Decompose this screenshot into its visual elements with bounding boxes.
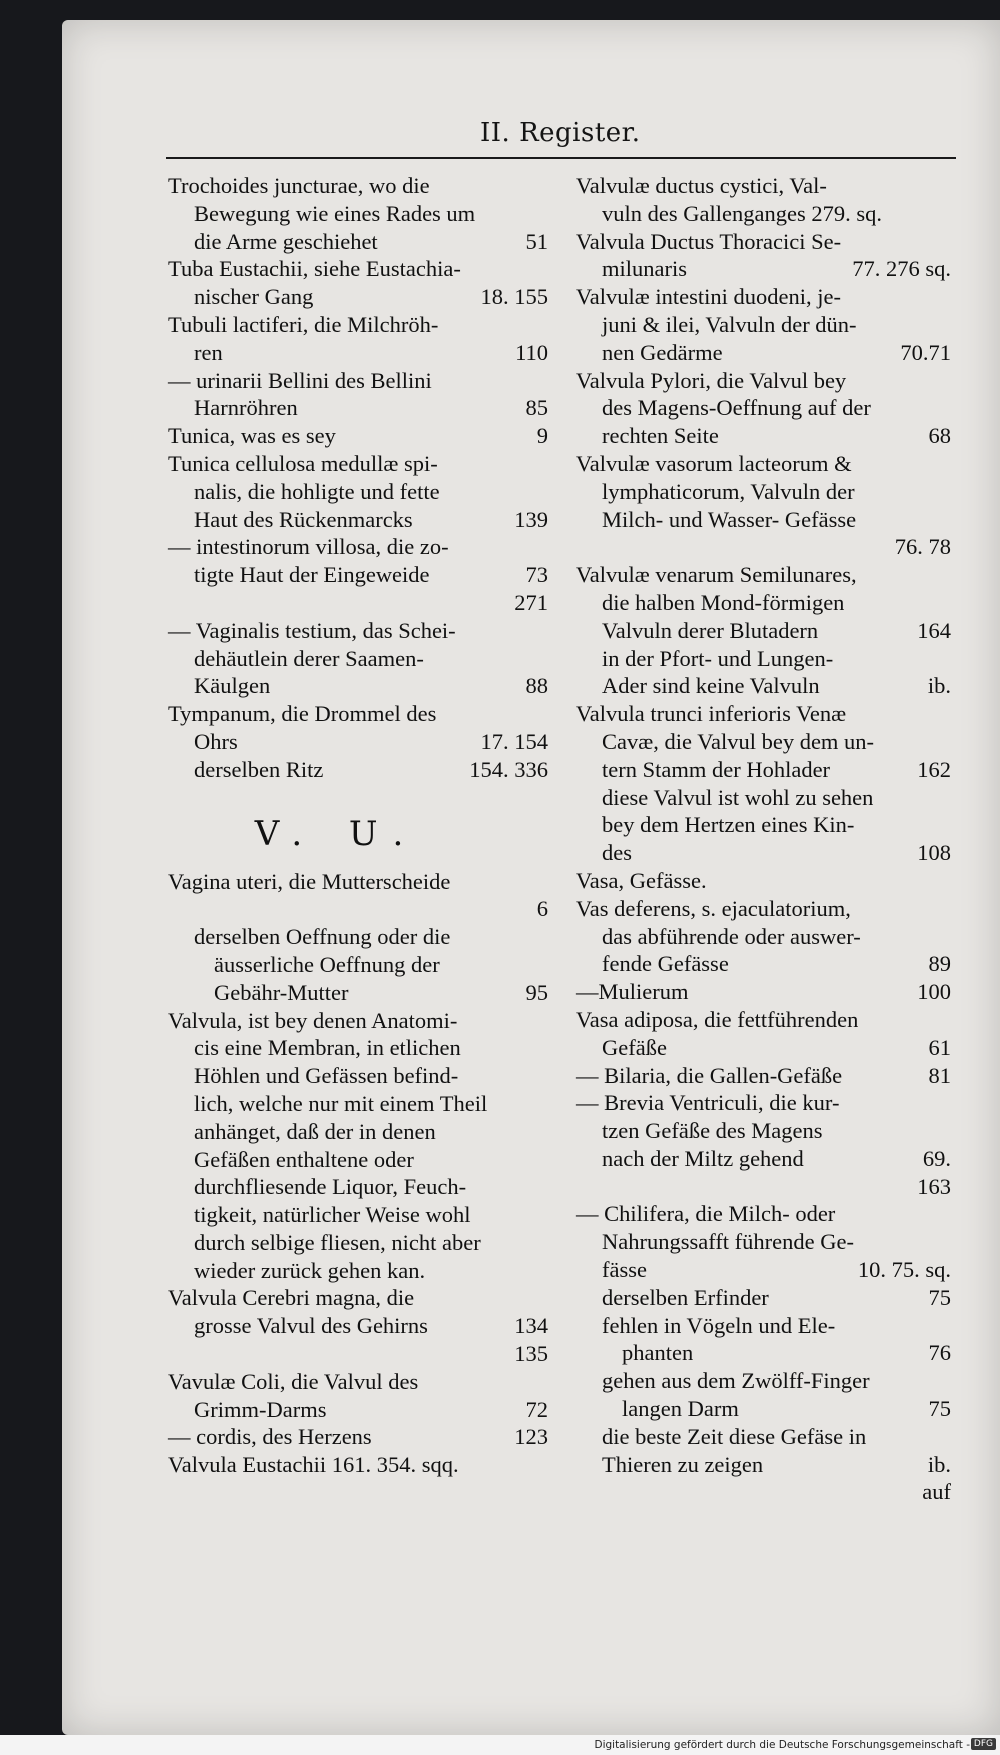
entry-line bbox=[576, 1312, 951, 1340]
entry-text: des bbox=[602, 840, 632, 866]
entry-line bbox=[576, 645, 951, 673]
index-entry bbox=[168, 1368, 548, 1424]
entry-text: nischer Gang bbox=[194, 284, 314, 310]
index-entry bbox=[168, 1007, 548, 1285]
page-reference: 9 bbox=[536, 423, 548, 449]
page-reference: 68 bbox=[928, 423, 951, 449]
index-entry bbox=[168, 923, 548, 1006]
page-reference: 73 bbox=[525, 562, 548, 588]
entry-text: Ohrs bbox=[194, 728, 238, 754]
index-entry bbox=[168, 311, 548, 367]
entry-text: wieder zurück gehen kan. bbox=[194, 1257, 426, 1283]
dfg-logo: DFG bbox=[971, 1738, 996, 1750]
entry-line bbox=[168, 1451, 548, 1479]
index-entry bbox=[168, 422, 548, 450]
entry-line bbox=[576, 311, 951, 339]
entry-text: — Brevia Ventriculi, die kur- bbox=[576, 1090, 840, 1116]
entry-text: Nahrungssafft führende Ge- bbox=[602, 1229, 854, 1255]
entry-text: lymphaticorum, Valvuln der bbox=[602, 478, 855, 504]
entry-text: Vavulæ Coli, die Valvul des bbox=[168, 1368, 419, 1394]
index-entry bbox=[576, 978, 951, 1006]
page-reference: 76 bbox=[928, 1340, 951, 1366]
page-reference: 75 bbox=[928, 1284, 951, 1310]
entry-text: rechten Seite bbox=[602, 423, 719, 449]
entry-line bbox=[168, 1062, 548, 1090]
entry-text: äusserliche Oeffnung der bbox=[214, 951, 440, 977]
entry-text: grosse Valvul des Gehirns bbox=[194, 1313, 428, 1339]
page-reference: 85 bbox=[525, 395, 548, 421]
entry-line bbox=[576, 728, 951, 756]
entry-line bbox=[168, 283, 548, 311]
entry-line bbox=[576, 950, 951, 978]
entry-text: derselben Ritz bbox=[194, 756, 324, 782]
entry-text: anhänget, daß der in denen bbox=[194, 1118, 436, 1144]
entry-line bbox=[576, 1423, 951, 1451]
page-reference: 89 bbox=[928, 951, 951, 977]
footer-text: Digitalisierung gefördert durch die Deutsche Forschungsgemeinschaft - bbox=[594, 1739, 970, 1751]
entry-line bbox=[576, 1367, 951, 1395]
index-entry bbox=[576, 1006, 951, 1062]
entry-line bbox=[168, 1173, 548, 1201]
entry-text: juni & ilei, Valvuln der dün- bbox=[602, 311, 857, 337]
entry-text: fehlen in Vögeln und Ele- bbox=[602, 1312, 836, 1338]
entry-line bbox=[168, 728, 548, 756]
page-reference: 18. 155 bbox=[480, 284, 548, 310]
entry-text: — cordis, des Herzens bbox=[168, 1424, 372, 1450]
entry-text: Vagina uteri, die Mutterscheide bbox=[168, 868, 451, 894]
index-entry bbox=[576, 1062, 951, 1090]
right-column bbox=[576, 172, 951, 1506]
entry-line bbox=[576, 283, 951, 311]
index-entry bbox=[576, 700, 951, 867]
entry-text: Tunica cellulosa medullæ spi- bbox=[168, 450, 438, 476]
entry-text: fässe bbox=[602, 1257, 647, 1283]
entry-text: die Arme geschiehet bbox=[194, 228, 378, 254]
entry-line bbox=[576, 394, 951, 422]
index-entry bbox=[576, 895, 951, 978]
entry-text: Valvula Ductus Thoracici Se- bbox=[576, 228, 842, 254]
entry-text: Käulgen bbox=[194, 673, 271, 699]
entry-text: Ader sind keine Valvuln bbox=[602, 673, 820, 699]
index-entry bbox=[576, 867, 951, 895]
entry-text: tzen Gefäße des Magens bbox=[602, 1118, 823, 1144]
entry-line bbox=[576, 1117, 951, 1145]
entry-line bbox=[576, 1145, 951, 1173]
entry-line bbox=[576, 255, 951, 283]
entry-line bbox=[576, 1284, 951, 1312]
entry-line bbox=[576, 1200, 951, 1228]
entry-line bbox=[168, 672, 548, 700]
entry-line bbox=[168, 979, 548, 1007]
entry-line bbox=[168, 506, 548, 534]
entry-line bbox=[168, 895, 548, 923]
entry-text: Vas deferens, s. ejaculatorium, bbox=[576, 895, 851, 921]
entry-text: — Bilaria, die Gallen-Gefäße bbox=[576, 1062, 843, 1088]
entry-text: nalis, die hohligte und fette bbox=[194, 478, 440, 504]
entry-text: Valvulæ intestini duodeni, je- bbox=[576, 284, 841, 310]
entry-line bbox=[576, 1256, 951, 1284]
entry-text: Valvula trunci inferioris Venæ bbox=[576, 701, 847, 727]
page-reference: 61 bbox=[928, 1034, 951, 1060]
index-entry bbox=[168, 1451, 548, 1479]
entry-text: die halben Mond-förmigen bbox=[602, 589, 845, 615]
entry-line bbox=[168, 1257, 548, 1285]
entry-text: Bewegung wie eines Rades um bbox=[194, 200, 476, 226]
entry-line bbox=[576, 1034, 951, 1062]
page-reference: 51 bbox=[525, 228, 548, 254]
entry-line bbox=[576, 339, 951, 367]
entry-line bbox=[168, 1423, 548, 1451]
entry-text: Valvula Eustachii 161. 354. sqq. bbox=[168, 1452, 459, 1478]
entry-line bbox=[576, 867, 951, 895]
entry-line bbox=[168, 255, 548, 283]
entry-text: das abführende oder auswer- bbox=[602, 923, 861, 949]
entry-text: bey dem Hertzen eines Kin- bbox=[602, 812, 855, 838]
entry-text: lich, welche nur mit einem Theil bbox=[194, 1090, 488, 1116]
page-reference: 6 bbox=[536, 896, 548, 922]
entry-text: die beste Zeit diese Gefäse in bbox=[602, 1423, 867, 1449]
entry-text: Tunica, was es sey bbox=[168, 423, 336, 449]
entry-text: dehäutlein derer Saamen- bbox=[194, 645, 424, 671]
entry-line bbox=[576, 172, 951, 200]
entry-text: Vasa, Gefässe. bbox=[576, 867, 707, 893]
index-entry bbox=[168, 700, 548, 783]
entry-line bbox=[576, 978, 951, 1006]
entry-line bbox=[576, 506, 951, 534]
index-entry bbox=[168, 255, 548, 311]
entry-line bbox=[168, 951, 548, 979]
entry-line bbox=[576, 561, 951, 589]
entry-line bbox=[168, 868, 548, 896]
entry-line bbox=[576, 1451, 951, 1479]
entry-line bbox=[168, 1090, 548, 1118]
entry-line bbox=[168, 1368, 548, 1396]
entry-line bbox=[576, 811, 951, 839]
page-reference: 110 bbox=[515, 339, 548, 365]
entry-line bbox=[576, 1173, 951, 1201]
entry-line bbox=[168, 172, 548, 200]
entry-line bbox=[168, 700, 548, 728]
entry-line bbox=[168, 339, 548, 367]
entry-line bbox=[576, 478, 951, 506]
entry-text: Vasa adiposa, die fettführenden bbox=[576, 1006, 859, 1032]
entry-text: phanten bbox=[622, 1340, 694, 1366]
index-entry bbox=[168, 533, 548, 616]
entry-text: derselben Oeffnung oder die bbox=[194, 924, 451, 950]
index-entry bbox=[576, 1089, 951, 1200]
entry-line bbox=[168, 422, 548, 450]
entry-line bbox=[168, 228, 548, 256]
entry-line bbox=[168, 1396, 548, 1424]
page-reference: 95 bbox=[525, 979, 548, 1005]
page-reference: 72 bbox=[525, 1396, 548, 1422]
entry-line bbox=[168, 1118, 548, 1146]
page-reference: ib. bbox=[927, 1451, 951, 1477]
entry-text: Trochoides juncturae, wo die bbox=[168, 173, 430, 198]
page-reference: 70.71 bbox=[900, 339, 951, 365]
index-entry bbox=[168, 1284, 548, 1367]
entry-text: Thieren zu zeigen bbox=[602, 1451, 764, 1477]
entry-text: Tubuli lactiferi, die Milchröh- bbox=[168, 311, 439, 337]
index-entry bbox=[168, 617, 548, 700]
entry-text: tern Stamm der Hohlader bbox=[602, 756, 831, 782]
header-rule bbox=[166, 157, 956, 159]
entry-line bbox=[168, 756, 548, 784]
page-reference: 154. 336 bbox=[469, 756, 548, 782]
entry-text: langen Darm bbox=[622, 1396, 739, 1422]
entry-line bbox=[168, 200, 548, 228]
entry-text: Valvula Cerebri magna, die bbox=[168, 1285, 415, 1311]
entry-text: Valvula, ist bey denen Anatomi- bbox=[168, 1007, 458, 1033]
entry-line bbox=[168, 1146, 548, 1174]
entry-line bbox=[168, 311, 548, 339]
entry-line bbox=[576, 589, 951, 617]
page-reference: 10. 75. sq. bbox=[857, 1257, 951, 1283]
page-reference: auf bbox=[922, 1479, 951, 1505]
entry-line bbox=[168, 645, 548, 673]
page-reference: ib. bbox=[927, 673, 951, 699]
entry-line bbox=[576, 450, 951, 478]
entry-line bbox=[576, 1395, 951, 1423]
left-column bbox=[168, 172, 548, 1479]
entry-line bbox=[168, 1201, 548, 1229]
index-entry bbox=[168, 367, 548, 423]
entry-text: Höhlen und Gefässen befind- bbox=[194, 1063, 459, 1089]
entry-text: Gebähr-Mutter bbox=[214, 979, 349, 1005]
index-entry bbox=[168, 450, 548, 533]
entry-line bbox=[576, 756, 951, 784]
entry-line bbox=[168, 533, 548, 561]
entry-text: Valvulæ ductus cystici, Val- bbox=[576, 173, 827, 198]
entry-line bbox=[168, 394, 548, 422]
page-reference: 75 bbox=[928, 1396, 951, 1422]
entry-line bbox=[168, 1007, 548, 1035]
page-reference: 100 bbox=[917, 979, 951, 1005]
page-reference: 123 bbox=[514, 1424, 548, 1450]
entry-text: Tuba Eustachii, siehe Eustachia- bbox=[168, 256, 461, 282]
entry-text: — Chilifera, die Milch- oder bbox=[576, 1201, 836, 1227]
index-entry bbox=[168, 172, 548, 255]
entry-line bbox=[168, 367, 548, 395]
page-reference: 88 bbox=[525, 673, 548, 699]
entry-text: Valvulæ venarum Semilunares, bbox=[576, 562, 857, 588]
entry-text: nach der Miltz gehend bbox=[602, 1145, 804, 1171]
entry-text: Harnröhren bbox=[194, 395, 298, 421]
entry-text: gehen aus dem Zwölff-Finger bbox=[602, 1368, 870, 1394]
entry-line bbox=[576, 672, 951, 700]
page-reference: 69. bbox=[922, 1145, 951, 1171]
entry-text: milunaris bbox=[602, 256, 687, 282]
index-entry bbox=[168, 1423, 548, 1451]
entry-line bbox=[168, 589, 548, 617]
page-reference: 163 bbox=[917, 1173, 951, 1199]
entry-text: Gefäße bbox=[602, 1034, 667, 1060]
entry-text: diese Valvul ist wohl zu sehen bbox=[602, 784, 874, 810]
entry-text: ren bbox=[194, 339, 223, 365]
entry-text: —Mulierum bbox=[576, 979, 689, 1005]
page-reference: 271 bbox=[514, 589, 548, 615]
entry-text: derselben Erfinder bbox=[602, 1284, 769, 1310]
entry-text: in der Pfort- und Lungen- bbox=[602, 645, 834, 671]
entry-line bbox=[168, 1034, 548, 1062]
entry-text: cis eine Membran, in etlichen bbox=[194, 1035, 461, 1061]
page-reference: 76. 78 bbox=[894, 534, 951, 560]
index-entry bbox=[576, 561, 951, 700]
entry-line bbox=[168, 923, 548, 951]
entry-text: — intestinorum villosa, die zo- bbox=[168, 534, 449, 560]
page-reference: 134 bbox=[514, 1313, 548, 1339]
entry-text: Cavæ, die Valvul bey dem un- bbox=[602, 728, 875, 754]
entry-text: Valvuln derer Blutadern bbox=[602, 617, 819, 643]
entry-text: Haut des Rückenmarcks bbox=[194, 506, 413, 532]
entry-line bbox=[576, 617, 951, 645]
page-reference: 164 bbox=[917, 617, 951, 643]
entry-line bbox=[168, 561, 548, 589]
entry-line bbox=[576, 923, 951, 951]
entry-text: des Magens-Oeffnung auf der bbox=[602, 395, 871, 421]
entry-line bbox=[576, 839, 951, 867]
page-reference: 108 bbox=[917, 840, 951, 866]
entry-line bbox=[576, 1228, 951, 1256]
entry-line bbox=[168, 478, 548, 506]
entry-text: — Vaginalis testium, das Schei- bbox=[168, 617, 456, 643]
entry-text: Grimm-Darms bbox=[194, 1396, 327, 1422]
entry-text: vuln des Gallenganges 279. sq. bbox=[602, 200, 882, 226]
entry-line bbox=[576, 1089, 951, 1117]
entry-line bbox=[576, 895, 951, 923]
page-reference: 81 bbox=[928, 1062, 951, 1088]
page-reference: 139 bbox=[514, 506, 548, 532]
entry-line bbox=[576, 228, 951, 256]
entry-text: fende Gefässe bbox=[602, 951, 729, 977]
index-entry bbox=[576, 1200, 951, 1506]
entry-line bbox=[576, 1339, 951, 1367]
entry-text: Valvula Pylori, die Valvul bey bbox=[576, 367, 847, 393]
footer-bar bbox=[0, 1735, 1000, 1755]
section-heading: V. U. bbox=[254, 813, 422, 854]
index-entry bbox=[576, 228, 951, 284]
entry-text: tigkeit, natürlicher Weise wohl bbox=[194, 1202, 471, 1228]
entry-line bbox=[168, 450, 548, 478]
index-entry bbox=[576, 450, 951, 561]
entry-line bbox=[576, 784, 951, 812]
entry-text: Milch- und Wasser- Gefässe bbox=[602, 506, 857, 532]
entry-line bbox=[576, 700, 951, 728]
entry-line bbox=[168, 1284, 548, 1312]
page-reference: 77. 276 sq. bbox=[852, 256, 951, 282]
index-entry bbox=[576, 367, 951, 450]
entry-line bbox=[168, 1312, 548, 1340]
entry-line bbox=[168, 1229, 548, 1257]
entry-line bbox=[576, 1478, 951, 1506]
page-reference: 135 bbox=[514, 1341, 548, 1367]
entry-line bbox=[168, 617, 548, 645]
index-entry bbox=[168, 868, 548, 924]
index-entry bbox=[576, 283, 951, 366]
entry-line bbox=[576, 533, 951, 561]
entry-text: Gefäßen enthaltene oder bbox=[194, 1146, 414, 1172]
entry-text: tigte Haut der Eingeweide bbox=[194, 562, 430, 588]
entry-line bbox=[168, 1340, 548, 1368]
entry-line bbox=[576, 1006, 951, 1034]
page-reference: 17. 154 bbox=[480, 728, 548, 754]
entry-line bbox=[576, 1062, 951, 1090]
entry-text: Tympanum, die Drommel des bbox=[168, 701, 437, 727]
entry-text: nen Gedärme bbox=[602, 339, 723, 365]
entry-text: — urinarii Bellini des Bellini bbox=[168, 367, 432, 393]
entry-line bbox=[576, 200, 951, 228]
page-reference: 162 bbox=[917, 756, 951, 782]
entry-text: durchfliesende Liquor, Feuch- bbox=[194, 1174, 467, 1200]
page-header: II. Register. bbox=[480, 118, 641, 148]
entry-text: Valvulæ vasorum lacteorum & bbox=[576, 450, 852, 476]
entry-line bbox=[576, 422, 951, 450]
entry-text: durch selbige fliesen, nicht aber bbox=[194, 1229, 481, 1255]
entry-line bbox=[576, 367, 951, 395]
index-entry bbox=[576, 172, 951, 228]
